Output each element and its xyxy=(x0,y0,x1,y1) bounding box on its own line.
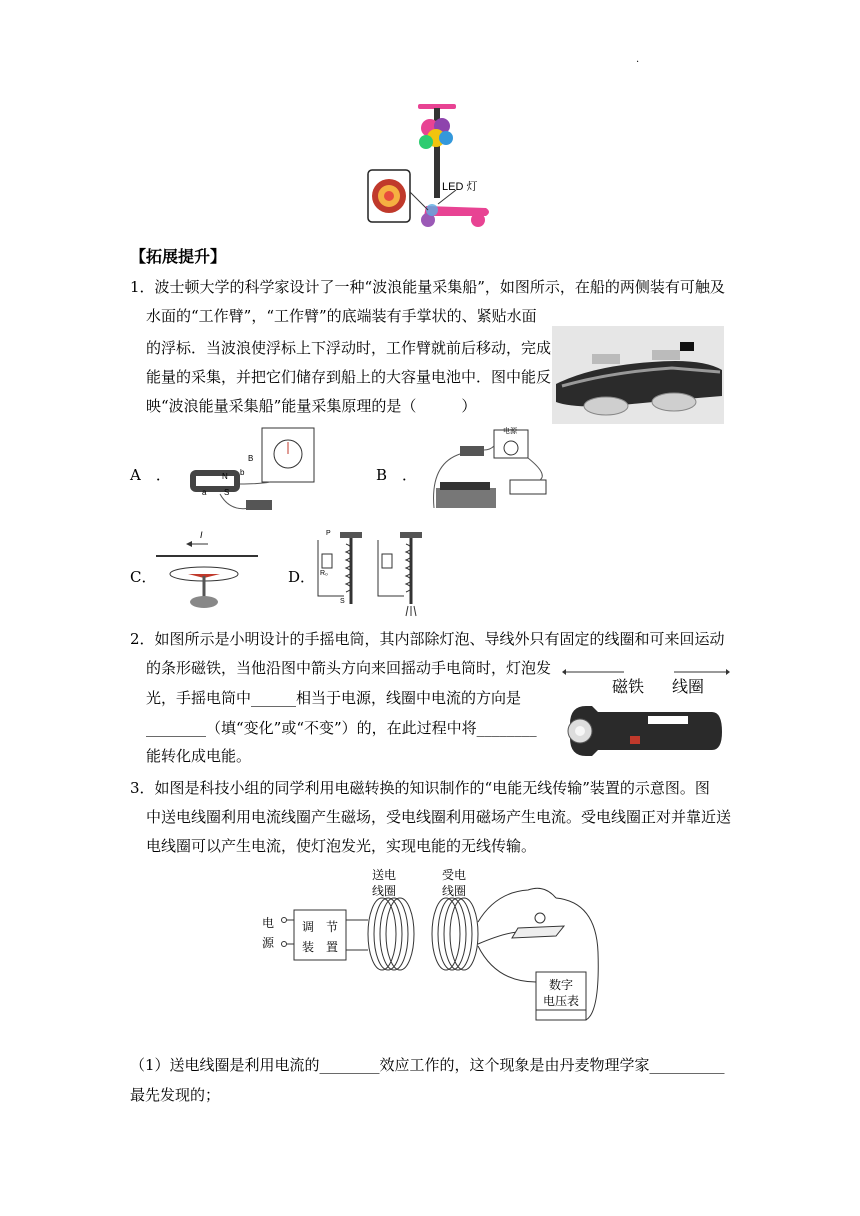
fig-d-label-r: R₀ xyxy=(320,570,328,577)
q1-line-2: 水面的“工作臂”，“工作臂”的底端装有手掌状的、紧贴水面 xyxy=(146,307,537,325)
magnet-label: 磁铁 xyxy=(612,679,645,696)
figure-c xyxy=(152,530,262,614)
regulator-label-2: 装 置 xyxy=(302,940,339,954)
q3-line-1: 3．如图是科技小组的同学利用电磁转换的知识制作的“电能无线传输”装置的示意图。图 xyxy=(130,779,710,797)
regulator-label-1: 调 节 xyxy=(302,920,339,934)
q1-option-b: B ． xyxy=(376,466,418,484)
section-title: 【拓展提升】 xyxy=(130,247,227,266)
wave-boat-photo xyxy=(552,326,724,424)
q1-option-d: D． xyxy=(288,568,316,586)
scooter-figure xyxy=(366,98,498,234)
q1-option-a: A ． xyxy=(130,466,171,484)
fig-a-label-b: b xyxy=(240,468,245,477)
send-coil-label-1: 送电 xyxy=(372,868,397,882)
meter-label-2: 电压表 xyxy=(543,994,580,1008)
q1-line-1: 1．波士顿大学的科学家设计了一种“波浪能量采集船”，如图所示，在船的两侧装有可触及 xyxy=(130,278,725,296)
led-label: LED 灯 xyxy=(442,181,478,193)
recv-coil-label-1: 受电 xyxy=(442,868,467,882)
header-dot: . xyxy=(636,54,640,65)
q1-option-c: C． xyxy=(130,568,157,586)
recv-coil-label-2: 线圈 xyxy=(442,884,467,898)
figure-a xyxy=(180,424,322,518)
flashlight-figure xyxy=(562,666,732,764)
send-coil-label-2: 线圈 xyxy=(372,884,397,898)
fig-d-label-s: S xyxy=(340,598,345,605)
q2-line-1: 2．如图所示是小明设计的手摇电筒，其内部除灯泡、导线外只有固定的线圈和可来回运动 xyxy=(130,630,725,648)
fig-a-label-n: N xyxy=(222,472,228,481)
figure-d xyxy=(314,526,438,618)
q3-sub1-line-2: 最先发现的； xyxy=(130,1086,221,1104)
q2-line-4: ________（填“变化”或“不变”）的，在此过程中将________ xyxy=(146,719,537,737)
q2-line-3: 光，手摇电筒中______相当于电源，线圈中电流的方向是 xyxy=(146,689,522,707)
q1-line-4: 能量的采集，并把它们储存到船上的大容量电池中．图中能反 xyxy=(146,368,552,386)
meter-label-1: 数字 xyxy=(549,978,574,992)
fig-a-label-B: B xyxy=(248,454,254,463)
q3-line-3: 电线圈可以产生电流，使灯泡发光，实现电能的无线传输。 xyxy=(146,837,537,855)
fig-b-power-label: 电源 xyxy=(503,428,517,435)
wireless-power-figure xyxy=(256,862,606,1032)
power-label-1: 电 xyxy=(262,916,275,930)
figure-b xyxy=(430,424,554,518)
q2-line-2: 的条形磁铁，当他沿图中箭头方向来回摇动手电筒时，灯泡发 xyxy=(146,659,552,677)
q2-line-5: 能转化成电能。 xyxy=(146,747,252,765)
q3-sub1-line-1: （1）送电线圈是利用电流的________效应工作的，这个现象是由丹麦物理学家__________ xyxy=(130,1056,725,1074)
fig-a-label-a: a xyxy=(202,488,207,497)
power-label-2: 源 xyxy=(262,936,275,950)
q3-line-2: 中送电线圈利用电流线圈产生磁场，受电线圈利用磁场产生电流。受电线圈正对并靠近送 xyxy=(146,808,732,826)
fig-d-label-p: P xyxy=(326,530,331,537)
q1-line-5: 映“波浪能量采集船”能量采集原理的是（ ） xyxy=(146,397,477,415)
q1-line-3: 的浮标．当波浪使浮标上下浮动时，工作臂就前后移动，完成 xyxy=(146,339,552,357)
fig-a-label-s: S xyxy=(224,488,230,497)
fig-c-current-label: I xyxy=(200,530,203,540)
coil-label: 线圈 xyxy=(672,679,705,696)
